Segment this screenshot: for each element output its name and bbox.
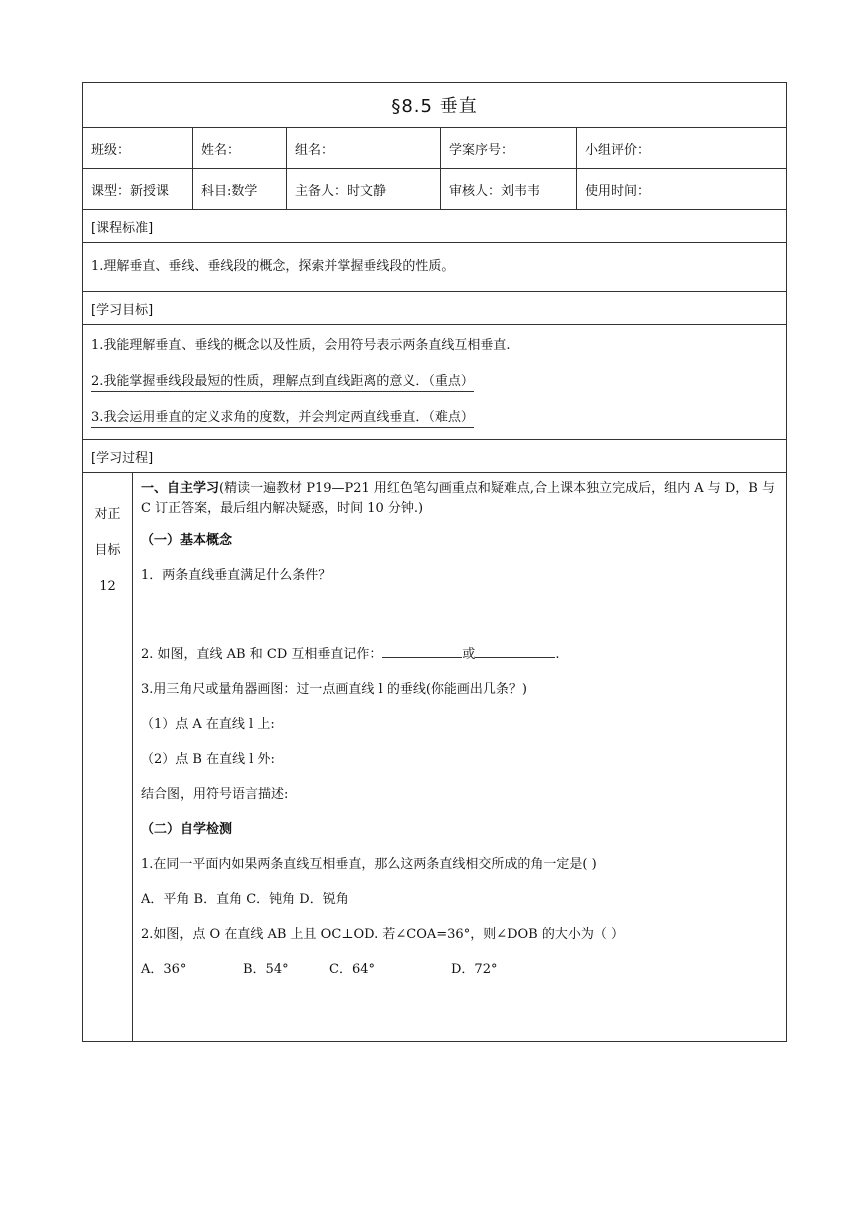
side-label: 对正 <box>94 507 121 522</box>
group-evaluation-field: 小组评价： <box>577 128 787 169</box>
question-1: 1．两条直线垂直满足什么条件？ <box>141 568 332 583</box>
goals-heading: [学习目标] <box>83 292 787 325</box>
option-b: B．54° <box>243 962 289 977</box>
intro-paragraph <box>141 479 778 519</box>
meta-row-2 <box>83 169 787 210</box>
target-side-column <box>83 473 133 1042</box>
worksheet <box>82 82 786 1042</box>
goal-item: 1.我能理解垂直、垂线的概念以及性质，会用符号表示两条直线互相垂直. <box>91 338 511 353</box>
goal-item: 2.我能掌握垂线段最短的性质，理解点到直线距离的意义．（重点） <box>91 373 474 392</box>
option-a: A．36° <box>141 962 187 977</box>
reviewer-field: 审核人：刘韦韦 <box>441 169 577 210</box>
self-check-heading: （二）自学检测 <box>141 822 233 837</box>
worksheet-table <box>82 82 787 1042</box>
standard-body <box>83 243 787 292</box>
question-2-or: 或 <box>462 647 476 662</box>
preparer-field: 主备人：时文静 <box>287 169 441 210</box>
question-2 <box>141 637 778 672</box>
meta-row-1 <box>83 128 787 169</box>
plan-number-field: 学案序号： <box>441 128 577 169</box>
check-question-1-options: A．平角 B．直角 C．钝角 D．锐角 <box>141 892 349 907</box>
question-3a: （1）点 A 在直线 l 上: <box>141 717 275 732</box>
basic-concepts-heading: （一）基本概念 <box>141 533 233 548</box>
usage-time-field: 使用时间： <box>577 169 787 210</box>
intro-label: 一、自主学习 <box>141 481 220 496</box>
side-label: 12 <box>99 579 116 594</box>
name-field: 姓名： <box>193 128 287 169</box>
class-field: 班级： <box>83 128 193 169</box>
check-question-1: 1.在同一平面内如果两条直线互相垂直，那么这两条直线相交所成的角一定是( ) <box>141 857 597 872</box>
answer-blank-1[interactable] <box>382 643 462 658</box>
question-3c: 结合图，用符号语言描述: <box>141 787 289 802</box>
check-question-2-options <box>141 952 778 987</box>
answer-blank-2[interactable] <box>475 643 555 658</box>
lesson-type-field: 课型：新授课 <box>83 169 193 210</box>
standard-item: 1.理解垂直、垂线、垂线段的概念，探索并掌握垂线段的性质。 <box>91 259 455 274</box>
process-body <box>133 473 787 1042</box>
side-label: 目标 <box>94 543 121 558</box>
goal-item: 3.我会运用垂直的定义求角的度数，并会判定两直线垂直．（难点） <box>91 409 474 428</box>
question-2-text: 2. 如图，直线 AB 和 CD 互相垂直记作： <box>141 647 383 662</box>
process-heading: [学习过程] <box>83 440 787 473</box>
question-3: 3.用三角尺或量角器画图：过一点画直线 l 的垂线(你能画出几条？) <box>141 682 527 697</box>
question-3b: （2）点 B 在直线 l 外: <box>141 752 275 767</box>
intro-text: (精读一遍教材 P19—P21 用红色笔勾画重点和疑难点,合上课本独立完成后，组内 A 与 D，B 与 C 订正答案，最后组内解决疑惑，时间 10 分钟.) <box>141 481 775 516</box>
standard-heading: [课程标准] <box>83 210 787 243</box>
check-question-2: 2.如图，点 O 在直线 AB 上且 OC⊥OD. 若∠COA=36°，则∠DOB 的大小为（ ） <box>141 927 624 942</box>
group-field: 组名： <box>287 128 441 169</box>
goals-body <box>83 325 787 440</box>
option-c: C．64° <box>329 962 375 977</box>
question-2-end: . <box>555 647 560 662</box>
page-title: §8.5 垂直 <box>83 83 787 128</box>
subject-field: 科目:数学 <box>193 169 287 210</box>
option-d: D．72° <box>451 962 498 977</box>
